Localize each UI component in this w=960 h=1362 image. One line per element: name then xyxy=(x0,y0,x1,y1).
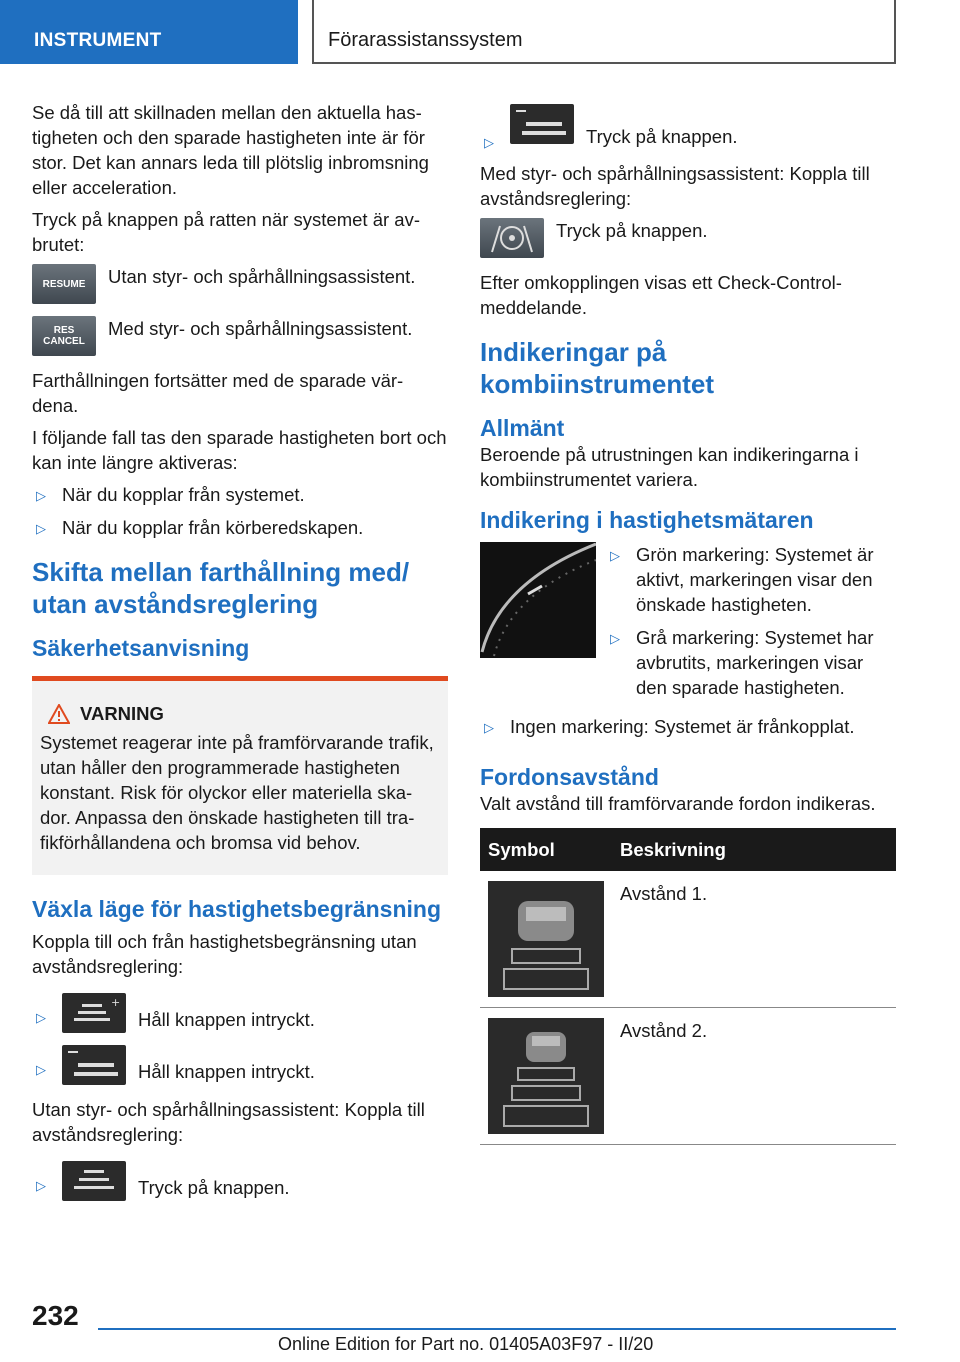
list-item: ▷ När du kopplar från körberedskapen. xyxy=(32,515,448,540)
subsection-heading: Fordonsavstånd xyxy=(480,764,659,790)
distance-1-icon xyxy=(488,881,604,997)
distance-minus-button-icon xyxy=(510,104,574,144)
paragraph: Se då till att skillnaden mellan den aktuella has-tigheten och den sparade hastigheten inte är för stor. Det kan annars leda till plötslig inbromsning eller acceleration. xyxy=(32,102,429,198)
left-column xyxy=(32,100,448,1213)
list-item: ▷ Grå markering: Systemet har avbrutits, markeringen visar den sparade hastigheten. xyxy=(610,627,874,698)
steering-assistant-button-icon xyxy=(480,218,544,258)
paragraph: Valt avstånd till framförvarande fordon indikeras. xyxy=(480,793,876,814)
triangle-bullet-icon: ▷ xyxy=(36,488,46,503)
triangle-bullet-icon: ▷ xyxy=(36,1010,46,1025)
speedometer-image xyxy=(480,542,596,658)
table-row xyxy=(480,871,896,1008)
table-header: Beskrivning xyxy=(612,828,896,871)
right-column xyxy=(480,100,896,1145)
list-item: ▷ Tryck på knappen. xyxy=(480,104,896,149)
list-item: ▷ + Håll knappen intryckt. xyxy=(32,993,448,1033)
subsection-heading: Säkerhetsanvisning xyxy=(32,635,250,661)
svg-text:+: + xyxy=(111,996,121,1009)
triangle-bullet-icon: ▷ xyxy=(484,720,494,735)
page-number: 232 xyxy=(32,1300,79,1331)
distance-button-icon xyxy=(62,1161,126,1201)
warning-box xyxy=(32,676,448,875)
list-item: ▷ När du kopplar från systemet. xyxy=(32,482,448,507)
section-heading: Skifta mellan farthållning med/ utan avståndsreglering xyxy=(32,557,410,619)
assist-row: Tryck på knappen. xyxy=(480,218,896,258)
distance-plus-button-icon xyxy=(62,993,126,1033)
subsection-heading: Allmänt xyxy=(480,415,565,441)
chapter-title: Förarassistanssystem xyxy=(328,29,523,51)
warning-text: Systemet reagerar inte på framförvarande trafik, utan håller den programmerade hastigheten konstant. Risk för olyckor eller materiella ska-dor. Anpassa den önskade hastigheten till tra-fikförhållandena och bromsa vid behov. xyxy=(40,732,434,853)
rescancel-row xyxy=(32,316,448,356)
paragraph: Efter omkopplingen visas ett Check-Control-meddelande. xyxy=(480,272,842,318)
paragraph: Med styr- och spårhållningsassistent: Koppla till avståndsreglering: xyxy=(480,163,870,209)
paragraph: Utan styr- och spårhållningsassistent: Koppla till avståndsreglering: xyxy=(32,1099,425,1145)
res-cancel-button-icon: RES CANCEL xyxy=(32,316,96,356)
list-item: ▷ Tryck på knappen. xyxy=(32,1161,448,1201)
triangle-bullet-icon: ▷ xyxy=(484,135,494,150)
resume-row xyxy=(32,264,448,304)
table-cell: Avstånd 1. xyxy=(612,871,896,1008)
subsection-heading: Indikering i hastighetsmätaren xyxy=(480,507,814,533)
paragraph: Farthållningen fortsätter med de sparade vär-dena. xyxy=(32,370,404,416)
list-item: ▷ Håll knappen intryckt. xyxy=(32,1045,448,1085)
rescancel-text: Med styr- och spårhållningsassistent. xyxy=(108,318,413,339)
subsection-heading: Växla läge för hastighetsbegränsning xyxy=(32,896,441,922)
section-heading: Indikeringar på kombiinstrumentet xyxy=(480,337,715,399)
speedometer-block xyxy=(480,542,896,708)
paragraph: Koppla till och från hastighetsbegränsning utan avståndsreglering: xyxy=(32,931,417,977)
paragraph: I följande fall tas den sparade hastigheten bort och kan inte längre aktiveras: xyxy=(32,427,447,473)
symbol-table xyxy=(480,828,896,1145)
edition-text: Online Edition for Part no. 01405A03F97 - II/20 xyxy=(278,1334,654,1354)
distance-minus-button-icon xyxy=(62,1045,126,1085)
triangle-bullet-icon: ▷ xyxy=(36,521,46,536)
warning-title: VARNING xyxy=(80,703,164,724)
footer-divider xyxy=(98,1328,896,1330)
table-cell: Avstånd 2. xyxy=(612,1008,896,1145)
section-tab xyxy=(0,0,298,64)
distance-2-icon xyxy=(488,1018,604,1134)
triangle-bullet-icon: ▷ xyxy=(610,548,620,563)
paragraph: Beroende på utrustningen kan indikeringarna i kombiinstrumentet variera. xyxy=(480,444,859,490)
warning-triangle-icon xyxy=(48,704,70,724)
table-row xyxy=(480,1008,896,1145)
triangle-bullet-icon: ▷ xyxy=(36,1062,46,1077)
resume-text: Utan styr- och spårhållningsassistent. xyxy=(108,266,416,287)
list-item: ▷ Ingen markering: Systemet är frånkopplat. xyxy=(480,714,896,739)
triangle-bullet-icon: ▷ xyxy=(610,631,620,646)
chapter-tab xyxy=(312,0,896,64)
list-item: ▷ Grön markering: Systemet är aktivt, markeringen visar den önskade hastigheten. xyxy=(610,544,874,615)
resume-button-icon: RESUME xyxy=(32,264,96,304)
paragraph: Tryck på knappen på ratten när systemet är av-brutet: xyxy=(32,209,420,255)
table-header: Symbol xyxy=(480,828,612,871)
section-title: INSTRUMENT xyxy=(34,30,162,51)
triangle-bullet-icon: ▷ xyxy=(36,1178,46,1193)
